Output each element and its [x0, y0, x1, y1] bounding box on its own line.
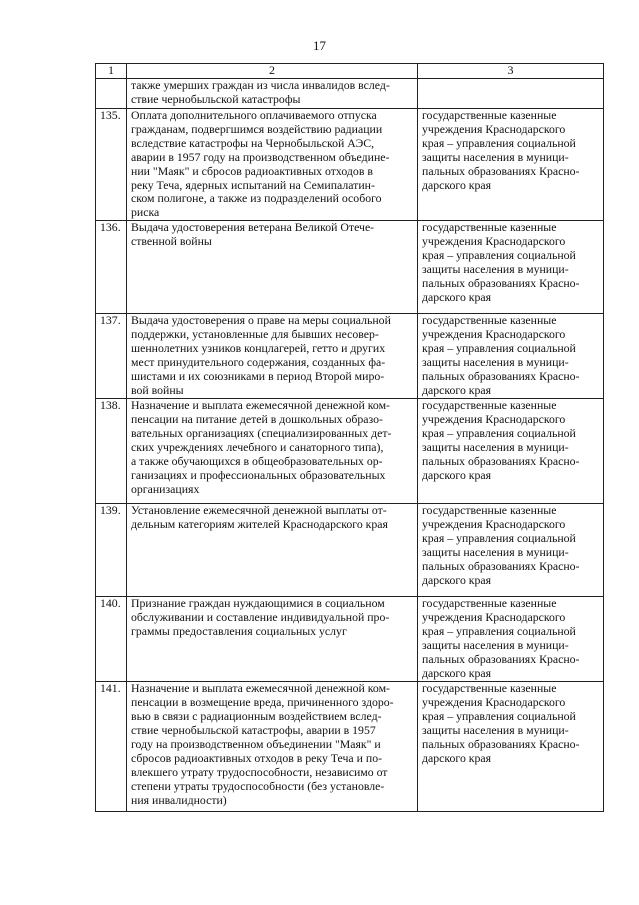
column-header-2: 2: [127, 64, 418, 79]
service-text-line: поддержки, установленные для бывших несовер-: [131, 327, 379, 342]
department-cell: [418, 597, 604, 682]
service-cell: [127, 314, 418, 399]
department-cell: [418, 109, 604, 221]
service-cell: [127, 109, 418, 221]
department-text-line: дарского края: [422, 289, 492, 304]
department-text-line: защиты населения в муници-: [422, 544, 569, 559]
service-text-line: также умерших граждан из числа инвалидов вслед-: [131, 78, 390, 92]
service-text-line: шеннолетних узников концлагерей, гетто и других: [131, 341, 386, 356]
service-text-line: ствие чернобыльской катастрофы: [131, 91, 301, 106]
department-text-line: края – управления социальной: [422, 341, 576, 356]
service-cell: [127, 79, 418, 109]
row-number-cell: [96, 79, 127, 109]
department-text-line: государственные казенные: [422, 596, 557, 611]
service-text-line: ском полигоне, а также из подразделений особого: [131, 191, 382, 206]
department-text-line: дарского края: [422, 177, 492, 192]
department-text-line: пальных образованиях Красно-: [422, 651, 580, 666]
department-text-line: учреждения Краснодарского: [422, 234, 566, 249]
service-text-line: Установление ежемесячной денежной выплаты от-: [131, 503, 387, 518]
service-cell: [127, 399, 418, 504]
service-text-line: Оплата дополнительного оплачиваемого отпуска: [131, 108, 377, 122]
department-cell: [418, 682, 604, 812]
department-text-line: края – управления социальной: [422, 426, 576, 441]
department-text-line: защиты населения в муници-: [422, 439, 569, 454]
service-text-line: нии "Маяк" и сбросов радиоактивных отходов в: [131, 163, 373, 178]
page-number: 17: [313, 38, 326, 53]
department-text-line: дарского края: [422, 467, 492, 482]
service-cell: [127, 504, 418, 597]
table-body: [96, 79, 604, 812]
service-text-line: ственной войны: [131, 234, 212, 249]
department-text-line: государственные казенные: [422, 503, 557, 518]
service-text-line: Назначение и выплата ежемесячной денежной ком-: [131, 398, 390, 413]
department-text-line: пальных образованиях Красно-: [422, 453, 580, 468]
department-text-line: пальных образованиях Красно-: [422, 163, 580, 178]
row-number: 138.: [96, 399, 127, 504]
department-text-line: дарского края: [422, 572, 492, 587]
department-text-line: учреждения Краснодарского: [422, 517, 566, 532]
service-text-line: вследствие катастрофы на Чернобыльской АЭС,: [131, 135, 375, 150]
department-text-line: защиты населения в муници-: [422, 354, 569, 369]
column-header-1: 1: [96, 64, 127, 79]
department-text-line: учреждения Краснодарского: [422, 121, 566, 136]
table-row: [96, 221, 604, 314]
service-text-line: шистами и их союзниками в период Второй миро-: [131, 368, 385, 383]
service-text-line: риска: [131, 205, 160, 220]
service-text-line: аварии в 1957 году на производственном объедине-: [131, 149, 390, 164]
department-text-line: учреждения Краснодарского: [422, 412, 566, 427]
service-text-line: степени утраты трудоспособности (без установле-: [131, 778, 385, 793]
continuation-row: [96, 79, 604, 109]
department-text-line: государственные казенные: [422, 108, 557, 122]
department-text-line: защиты населения в муници-: [422, 149, 569, 164]
department-text-line: дарского края: [422, 665, 492, 680]
column-header-3: 3: [418, 64, 604, 79]
department-text-line: защиты населения в муници-: [422, 637, 569, 652]
service-text-line: Назначение и выплата ежемесячной денежной ком-: [131, 681, 390, 696]
department-text-line: дарского края: [422, 750, 492, 765]
service-text-line: организациях: [131, 481, 200, 496]
department-text-line: края – управления социальной: [422, 624, 576, 639]
department-text-line: государственные казенные: [422, 398, 557, 413]
service-text-line: сбросов радиоактивных отходов в реку Теча и по-: [131, 750, 383, 765]
department-text-line: края – управления социальной: [422, 135, 576, 150]
service-text-line: вательных организациях (специализированных дет-: [131, 426, 392, 441]
service-text-line: обслуживании и составление индивидуальной про-: [131, 610, 390, 625]
department-cell: [418, 79, 604, 109]
row-number: 140.: [96, 597, 127, 682]
service-text-line: ских учреждениях лечебного и санаторного типа),: [131, 439, 384, 454]
service-text-line: пенсации в возмещение вреда, причиненного здоро-: [131, 695, 394, 710]
service-text-line: Выдача удостоверения о праве на меры социальной: [131, 313, 391, 328]
service-cell: [127, 221, 418, 314]
department-cell: [418, 504, 604, 597]
row-number: 136.: [96, 221, 127, 314]
service-text-line: вью в связи с радиационным воздействием вслед-: [131, 709, 382, 724]
service-cell: [127, 597, 418, 682]
department-text-line: защиты населения в муници-: [422, 261, 569, 276]
department-text-line: государственные казенные: [422, 220, 557, 235]
department-text-line: государственные казенные: [422, 313, 557, 328]
department-text-line: пальных образованиях Красно-: [422, 368, 580, 383]
table-row: [96, 399, 604, 504]
department-text-line: учреждения Краснодарского: [422, 327, 566, 342]
service-text-line: а также обучающихся в общеобразовательных ор-: [131, 453, 383, 468]
service-text-line: году на производственном объединении "Маяк" и: [131, 736, 381, 751]
service-text-line: граммы предоставления социальных услуг: [131, 624, 347, 639]
department-cell: [418, 314, 604, 399]
table-row: [96, 504, 604, 597]
department-text-line: пальных образованиях Красно-: [422, 558, 580, 573]
department-text-line: пальных образованиях Красно-: [422, 736, 580, 751]
department-cell: [418, 399, 604, 504]
service-text-line: Признание граждан нуждающимися в социальном: [131, 596, 385, 611]
service-text-line: Выдача удостоверения ветерана Великой Отече-: [131, 220, 375, 235]
department-text-line: края – управления социальной: [422, 531, 576, 546]
service-text-line: пенсации на питание детей в дошкольных образо-: [131, 412, 383, 427]
services-table: [95, 63, 604, 812]
department-text-line: защиты населения в муници-: [422, 722, 569, 737]
table-row: [96, 682, 604, 812]
row-number: 141.: [96, 682, 127, 812]
row-number: 139.: [96, 504, 127, 597]
table-header-row: [96, 64, 604, 79]
service-text-line: ганизациях и профессиональных образовательных: [131, 467, 386, 482]
service-text-line: дельным категориям жителей Краснодарского края: [131, 517, 388, 532]
service-text-line: реку Теча, ядерных испытаний на Семипалатин-: [131, 177, 375, 192]
department-text-line: государственные казенные: [422, 681, 557, 696]
department-text-line: края – управления социальной: [422, 248, 576, 263]
service-text-line: ствие чернобыльской катастрофы, аварии в 1957: [131, 722, 376, 737]
department-cell: [418, 221, 604, 314]
department-text-line: дарского края: [422, 382, 492, 397]
service-text-line: ния инвалидности): [131, 792, 227, 807]
department-text-line: края – управления социальной: [422, 709, 576, 724]
table-row: [96, 597, 604, 682]
row-number: 135.: [96, 109, 127, 221]
department-text-line: пальных образованиях Красно-: [422, 275, 580, 290]
row-number: 137.: [96, 314, 127, 399]
service-text-line: мест принудительного содержания, созданных фа-: [131, 354, 386, 369]
department-text-line: учреждения Краснодарского: [422, 610, 566, 625]
service-text-line: вой войны: [131, 382, 184, 397]
service-cell: [127, 682, 418, 812]
department-text-line: учреждения Краснодарского: [422, 695, 566, 710]
service-text-line: влекшего утрату трудоспособности, независимо от: [131, 764, 388, 779]
table-row: [96, 109, 604, 221]
service-text-line: гражданам, подвергшимся воздействию радиации: [131, 121, 383, 136]
table-row: [96, 314, 604, 399]
